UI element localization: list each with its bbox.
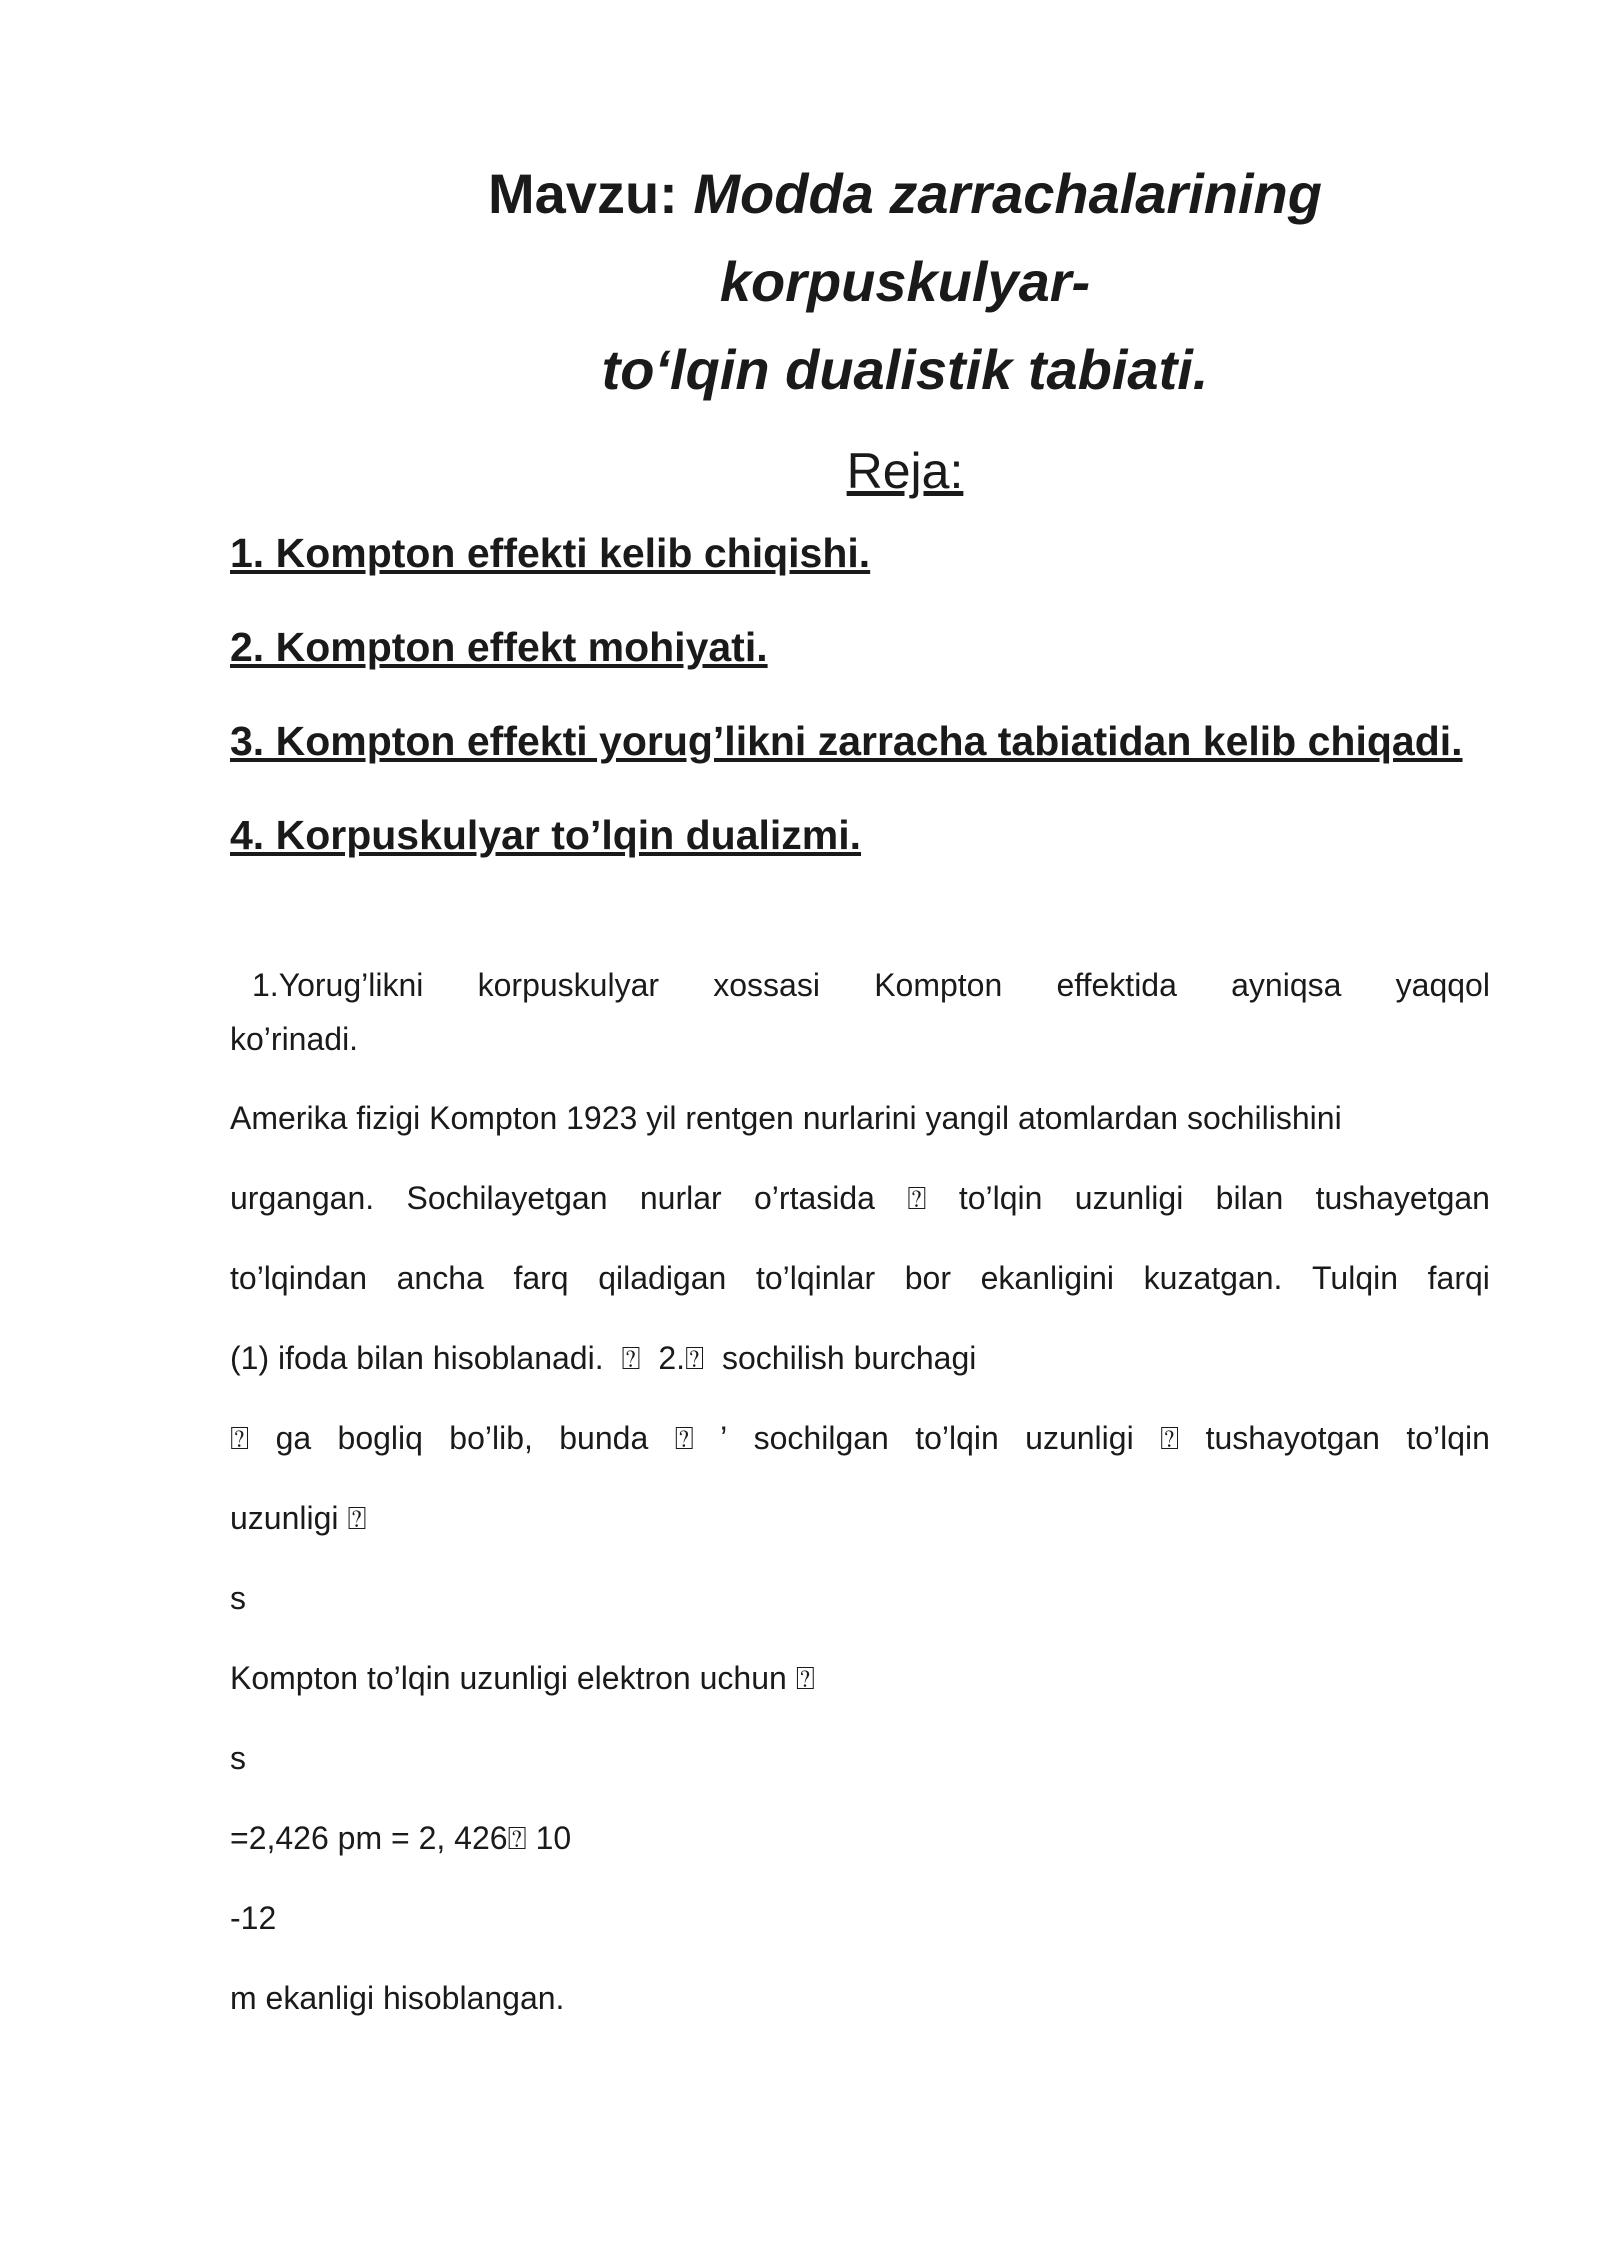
- plan-item-2: 2. Kompton effekt mohiyati.: [230, 624, 768, 670]
- missing-glyph-symbol: ⍰: [907, 1180, 927, 1216]
- word: Kompton: [874, 967, 1003, 1003]
- word: xossasi: [713, 967, 820, 1003]
- word: bogliq: [337, 1420, 423, 1456]
- plan-list: [230, 520, 1490, 868]
- word: 1.Yorug’likni: [252, 967, 424, 1003]
- word: urgangan.: [230, 1180, 375, 1216]
- text-line-12: m ekanligi hisoblangan.: [230, 1980, 565, 2016]
- word: effektida: [1056, 967, 1177, 1003]
- text-line-7: s: [230, 1580, 246, 1616]
- word: to’lqin: [958, 1180, 1043, 1216]
- missing-glyph-symbol: ⍰: [674, 1420, 694, 1456]
- word: yaqqol: [1395, 967, 1490, 1003]
- text-line-3: [230, 1252, 1490, 1304]
- paragraph-1: [230, 958, 1490, 1066]
- word: korpuskulyar: [477, 967, 660, 1003]
- text-line-9: s: [230, 1740, 246, 1776]
- title-line-1: Modda zarrachalarining korpuskulyar-: [677, 162, 1322, 313]
- text-line-11: -12: [230, 1900, 277, 1936]
- title-label: Mavzu: [488, 162, 660, 225]
- word: qiladigan: [598, 1260, 727, 1296]
- word: farqi: [1427, 1260, 1490, 1296]
- document-title: [230, 150, 1490, 414]
- text-line-8: Kompton to’lqin uzunligi elektron uchun ⍰: [230, 1660, 815, 1696]
- word: Tulqin: [1312, 1260, 1399, 1296]
- word: kuzatgan.: [1143, 1260, 1283, 1296]
- word: to’lqinlar: [755, 1260, 876, 1296]
- paragraph-1-line-1: [252, 958, 1490, 1012]
- plan-item-1: 1. Kompton effekti kelib chiqishi.: [230, 530, 871, 576]
- word: bo’lib,: [449, 1420, 533, 1456]
- text-line-4: (1) ifoda bilan hisoblanadi. ⍰ 2.⍰ sochilish burchagi: [230, 1340, 977, 1376]
- word: nurlar: [639, 1180, 722, 1216]
- body-text: [230, 958, 1490, 2024]
- word: bilan: [1215, 1180, 1284, 1216]
- word: bunda: [559, 1420, 649, 1456]
- missing-glyph-symbol: ⍰: [1160, 1420, 1180, 1456]
- missing-glyph-symbol: ⍰: [230, 1420, 250, 1456]
- word: to’lqin: [915, 1420, 999, 1456]
- word: uzunligi: [1074, 1180, 1184, 1216]
- text-line-2: [230, 1172, 1490, 1224]
- word: bor: [904, 1260, 951, 1296]
- text-line-6: uzunligi ⍰: [230, 1500, 367, 1536]
- word: farq: [513, 1260, 569, 1296]
- word: ’: [720, 1420, 728, 1456]
- word: sochilgan: [753, 1420, 889, 1456]
- word: ayniqsa: [1231, 967, 1342, 1003]
- plan-item-3: 3. Kompton effekti yorug’likni zarracha tabiatidan kelib chiqadi.: [230, 718, 1463, 764]
- word: tushayotgan: [1205, 1420, 1380, 1456]
- paragraph-1-line-2: ko’rinadi.: [230, 1021, 359, 1057]
- plan-heading: Reja:: [846, 443, 964, 499]
- document-page: [230, 150, 1490, 2024]
- title-line-2: to‘lqin dualistik tabiati.: [601, 338, 1209, 401]
- text-line-5: [230, 1412, 1490, 1464]
- word: ekanligini: [980, 1260, 1115, 1296]
- word: to’lqindan: [230, 1260, 367, 1296]
- title-colon: :: [659, 162, 678, 225]
- word: o’rtasida: [754, 1180, 875, 1216]
- word: uzunligi: [1025, 1420, 1134, 1456]
- word: ga: [275, 1420, 312, 1456]
- word: to’lqin: [1406, 1420, 1490, 1456]
- word: tushayetgan: [1315, 1180, 1490, 1216]
- word: Sochilayetgan: [406, 1180, 608, 1216]
- text-line-1: Amerika fizigi Kompton 1923 yil rentgen nurlarini yangil atomlardan sochilishini: [230, 1100, 1342, 1136]
- text-line-10: =2,426 pm = 2, 426⍰ 10: [230, 1820, 572, 1856]
- plan-item-4: 4. Korpuskulyar to’lqin dualizmi.: [230, 812, 862, 858]
- word: ancha: [396, 1260, 484, 1296]
